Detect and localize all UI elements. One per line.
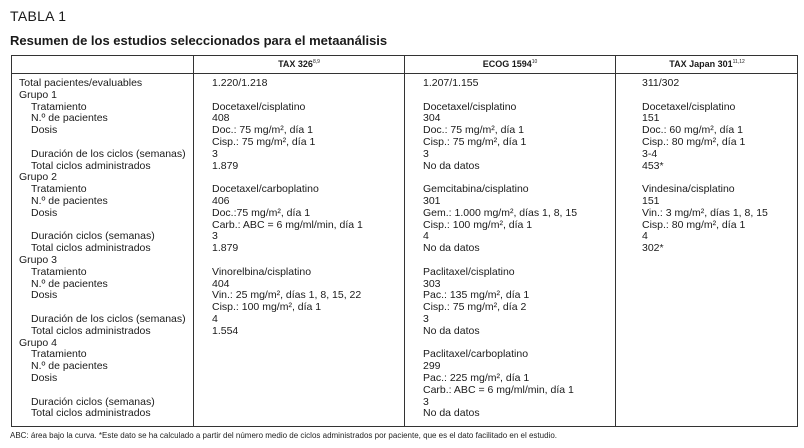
- row-label: Total ciclos administrados: [31, 242, 151, 255]
- table-cell: Carb.: ABC = 6 mg/ml/min, día 1: [212, 218, 363, 231]
- table-cell: [642, 255, 768, 267]
- table-cell: [212, 385, 363, 397]
- table-cell: 1.879: [212, 242, 239, 255]
- table-cell: [212, 373, 363, 385]
- table-cell: 3: [212, 147, 218, 160]
- table-cell: 299: [423, 360, 441, 373]
- column-header-ref: 8,9: [312, 59, 320, 65]
- table-cell: Doc.: 75 mg/m², día 1: [423, 124, 524, 137]
- table-cell: Docetaxel/cisplatino: [212, 100, 306, 113]
- table-cell: Cisp.: 75 mg/m², día 1: [423, 135, 527, 148]
- row-label: Total ciclos administrados: [31, 324, 151, 337]
- table-cell: [642, 267, 768, 279]
- table-cell: 3: [423, 312, 429, 325]
- table-cell: Docetaxel/cisplatino: [423, 100, 517, 113]
- table-cell: Cisp.: 80 mg/m², día 1: [642, 218, 746, 231]
- table-cell: 151: [642, 194, 660, 207]
- table-cell: 302*: [642, 242, 664, 255]
- row-label: N.º de pacientes: [31, 360, 108, 373]
- column-header-ref: 11,12: [732, 59, 745, 65]
- table-cell: 408: [212, 112, 230, 125]
- row-labels-column: [19, 78, 186, 420]
- row-label: Duración de los ciclos (semanas): [31, 147, 186, 160]
- row-label: Dosis: [31, 124, 58, 137]
- column-header-name: TAX Japan 301: [669, 59, 733, 69]
- table-cell: [642, 373, 768, 385]
- table-cell: Docetaxel/carboplatino: [212, 183, 319, 196]
- table-cell: [642, 385, 768, 397]
- row-label: Dosis: [31, 371, 58, 384]
- row-label: Duración de los ciclos (semanas): [31, 312, 186, 325]
- column-header-ecog1594: [405, 59, 615, 69]
- table-cell: 404: [212, 277, 230, 290]
- table-cell: No da datos: [423, 324, 480, 337]
- column-divider: [404, 55, 405, 427]
- table-cell: Vin.: 3 mg/m², días 1, 8, 15: [642, 206, 768, 219]
- table-cell: Pac.: 225 mg/m², día 1: [423, 371, 530, 384]
- table-cell: 4: [642, 230, 648, 243]
- header-divider: [11, 73, 798, 74]
- table-cell: Doc.: 60 mg/m², día 1: [642, 124, 743, 137]
- row-label: Tratamiento: [31, 183, 87, 196]
- table-cell: [642, 290, 768, 302]
- table-cell: Paclitaxel/carboplatino: [423, 348, 529, 361]
- table-cell: 3: [423, 147, 429, 160]
- table-cell: Cisp.: 75 mg/m², día 2: [423, 301, 527, 314]
- ecog1594-column: [423, 78, 577, 420]
- table-cell: [642, 302, 768, 314]
- table-cell: No da datos: [423, 159, 480, 172]
- table-cell: 1.220/1.218: [212, 77, 268, 89]
- row-label: Duración ciclos (semanas): [31, 395, 155, 408]
- table-cell: 311/302: [642, 77, 680, 89]
- row-label: N.º de pacientes: [31, 194, 108, 207]
- column-header-name: TAX 326: [278, 59, 313, 69]
- table-cell: [212, 255, 363, 267]
- table-label: TABLA 1: [10, 8, 67, 24]
- table-cell: Vin.: 25 mg/m², días 1, 8, 15, 22: [212, 289, 362, 302]
- column-header-ref: 10: [531, 59, 538, 65]
- table-cell: Paclitaxel/cisplatino: [423, 265, 515, 278]
- table-cell: No da datos: [423, 407, 480, 420]
- table-cell: 4: [212, 312, 218, 325]
- table-cell: No da datos: [423, 242, 480, 255]
- table-cell: 301: [423, 194, 441, 207]
- table-cell: [642, 326, 768, 338]
- row-label: Tratamiento: [31, 100, 87, 113]
- table-cell: Cisp.: 75 mg/m², día 1: [212, 135, 316, 148]
- table-cell: [212, 338, 363, 350]
- table-cell: Vindesina/cisplatino: [642, 183, 735, 196]
- table-cell: 3: [212, 230, 218, 243]
- row-label: Tratamiento: [31, 265, 87, 278]
- table-cell: [642, 397, 768, 409]
- taxjapan301-column: [642, 78, 768, 420]
- column-header-tax326: [194, 59, 404, 69]
- table-cell: 406: [212, 194, 230, 207]
- row-label: Dosis: [31, 206, 58, 219]
- table-cell: 1.879: [212, 159, 239, 172]
- row-label: Grupo 3: [19, 253, 57, 266]
- row-label: N.º de pacientes: [31, 277, 108, 290]
- table-cell: [642, 279, 768, 291]
- table-cell: Carb.: ABC = 6 mg/ml/min, día 1: [423, 383, 574, 396]
- row-label: Grupo 2: [19, 171, 57, 184]
- table-cell: [423, 255, 577, 267]
- table-cell: 303: [423, 277, 441, 290]
- table-cell: 1.207/1.155: [423, 77, 479, 89]
- table-cell: [212, 90, 363, 102]
- table-cell: [423, 90, 577, 102]
- table-cell: 453*: [642, 159, 664, 172]
- table-cell: Doc.: 75 mg/m², día 1: [212, 124, 313, 137]
- table-cell: 151: [642, 112, 660, 125]
- table-cell: [642, 90, 768, 102]
- row-label: Duración ciclos (semanas): [31, 230, 155, 243]
- row-label: Total pacientes/evaluables: [19, 77, 143, 89]
- column-divider: [615, 55, 616, 427]
- table-cell: Cisp.: 100 mg/m², día 1: [212, 301, 322, 314]
- table-cell: [642, 408, 768, 420]
- table-footnote: ABC: área bajo la curva. *Este dato se ha calculado a partir del número medio de ciclos administrados por paciente, que es el dato facilitado en el estudio.: [10, 431, 557, 440]
- table-cell: [212, 361, 363, 373]
- row-label: Grupo 1: [19, 88, 57, 101]
- table-cell: Vinorelbina/cisplatino: [212, 265, 312, 278]
- table-title: Resumen de los estudios seleccionados para el metaanálisis: [10, 33, 388, 48]
- table-cell: Docetaxel/cisplatino: [642, 100, 736, 113]
- table-cell: Pac.: 135 mg/m², día 1: [423, 289, 530, 302]
- table-cell: 3: [423, 395, 429, 408]
- row-label: [19, 137, 186, 149]
- table-cell: 4: [423, 230, 429, 243]
- row-label: Grupo 4: [19, 336, 57, 349]
- table-cell: Cisp.: 100 mg/m², día 1: [423, 218, 533, 231]
- table-cell: 1.554: [212, 324, 239, 337]
- column-header-name: ECOG 1594: [482, 59, 532, 69]
- table-cell: [642, 361, 768, 373]
- row-label: [19, 385, 186, 397]
- table-cell: [212, 349, 363, 361]
- table-cell: 304: [423, 112, 441, 125]
- row-label: Dosis: [31, 289, 58, 302]
- row-label: Total ciclos administrados: [31, 159, 151, 172]
- table-cell: Doc.:75 mg/m², día 1: [212, 206, 311, 219]
- column-header-taxjapan301: [616, 59, 798, 69]
- table-cell: 3-4: [642, 147, 658, 160]
- table-cell: [642, 349, 768, 361]
- table-cell: [642, 338, 768, 350]
- table-cell: [642, 314, 768, 326]
- table-cell: Gem.: 1.000 mg/m², días 1, 8, 15: [423, 206, 578, 219]
- table-cell: [212, 408, 363, 420]
- table-cell: Gemcitabina/cisplatino: [423, 183, 529, 196]
- row-label: Tratamiento: [31, 348, 87, 361]
- tax326-column: [212, 78, 363, 420]
- table-cell: Cisp.: 80 mg/m², día 1: [642, 135, 746, 148]
- row-label: Total ciclos administrados: [31, 407, 151, 420]
- row-label: N.º de pacientes: [31, 112, 108, 125]
- column-divider: [193, 55, 194, 427]
- table-cell: [212, 397, 363, 409]
